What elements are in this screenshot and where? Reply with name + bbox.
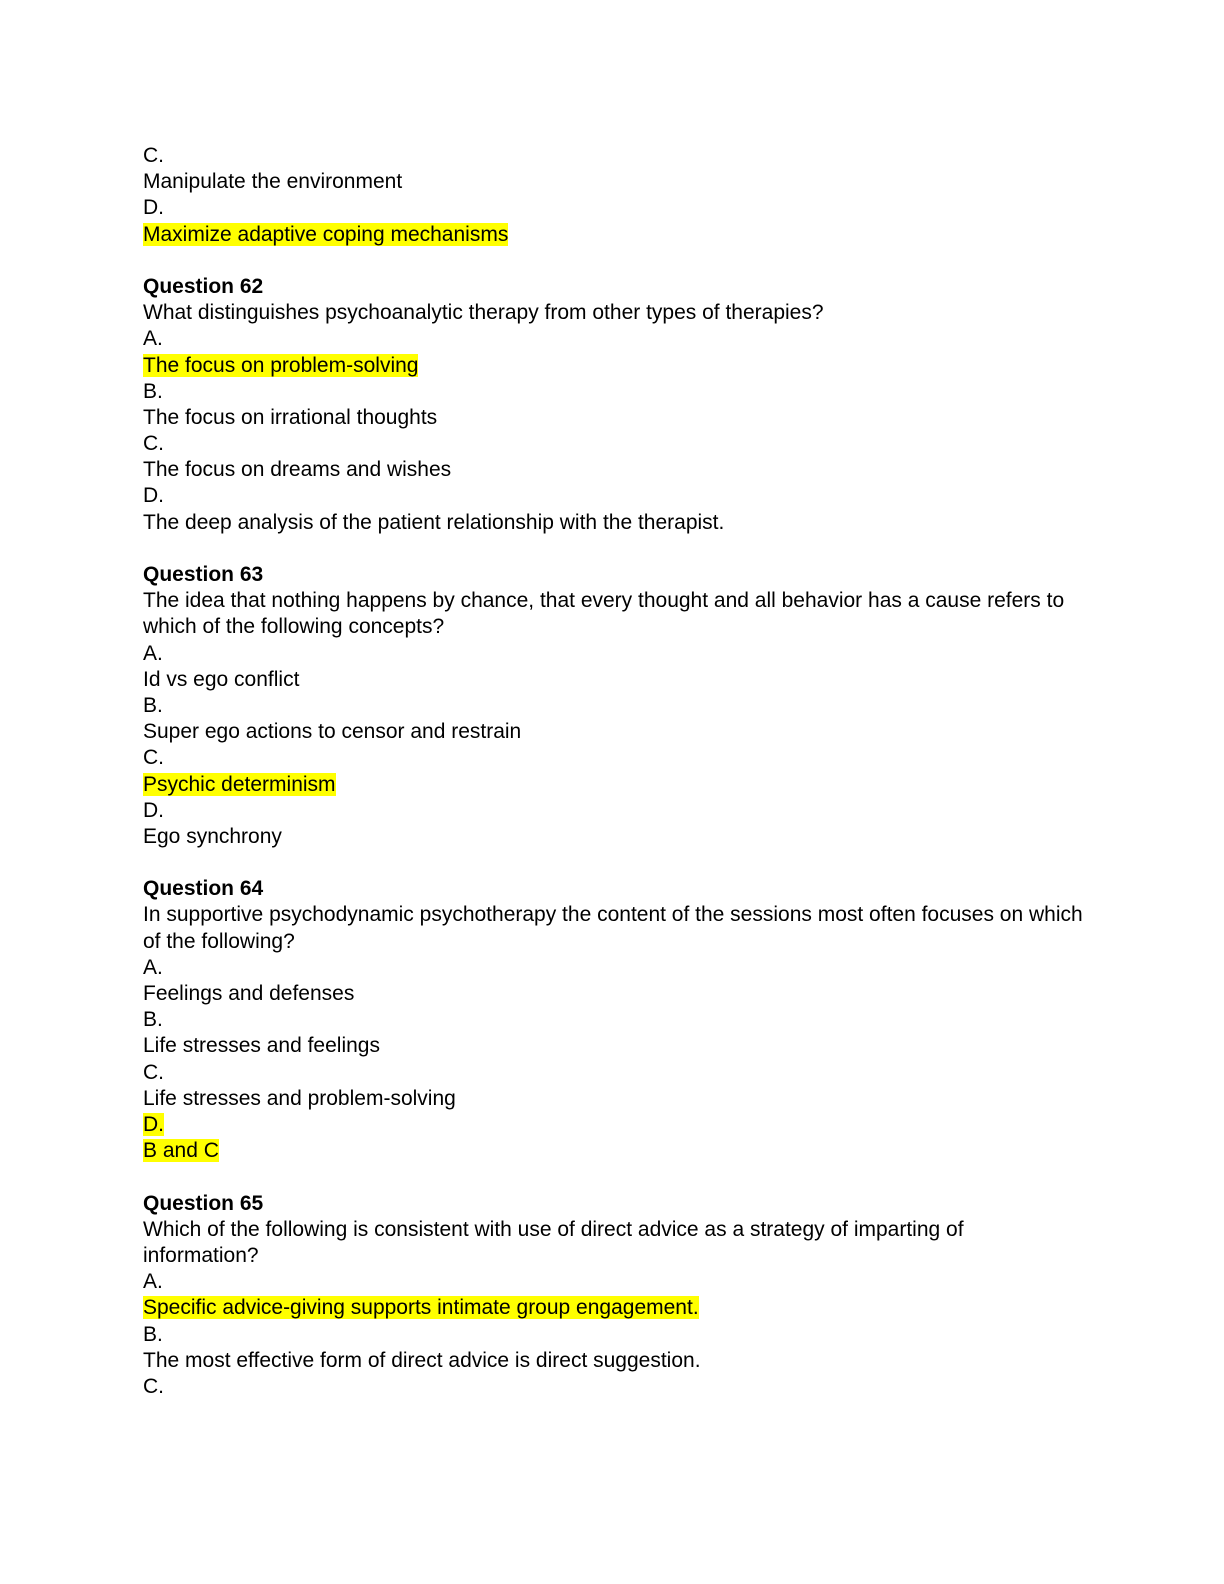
- option-text: Super ego actions to censor and restrain: [143, 720, 522, 744]
- question-62: [143, 274, 1083, 536]
- option-text: Life stresses and feelings: [143, 1034, 380, 1058]
- option-text-correct: [143, 1138, 1083, 1164]
- continued-options: [143, 143, 1083, 248]
- spacer: [143, 1164, 1083, 1190]
- question-64: [143, 876, 1083, 1164]
- option-letter: D.: [143, 484, 164, 508]
- option-letter: B.: [143, 1322, 163, 1346]
- option-text: Feelings and defenses: [143, 982, 355, 1006]
- question-title: Question 65: [143, 1191, 264, 1215]
- answer-highlight: The focus on problem-solving: [143, 353, 419, 377]
- answer-highlight: Psychic determinism: [143, 772, 336, 796]
- option-letter: A.: [143, 641, 163, 665]
- question-prompt: In supportive psychodynamic psychotherapy the content of the sessions most often focuses on which of the following?: [143, 903, 1083, 953]
- option-text: Ego synchrony: [143, 824, 282, 848]
- option-text: The focus on dreams and wishes: [143, 458, 452, 482]
- option-text: Id vs ego conflict: [143, 667, 300, 691]
- option-letter: D.: [143, 798, 164, 822]
- option-letter: D.: [143, 196, 164, 220]
- option-letter: C.: [143, 144, 164, 167]
- question-title: Question 64: [143, 877, 264, 901]
- question-prompt: The idea that nothing happens by chance, that every thought and all behavior has a cause refers to which of the following concepts?: [143, 589, 1065, 639]
- option-text: The most effective form of direct advice is direct suggestion.: [143, 1348, 701, 1372]
- option-letter: C.: [143, 1060, 164, 1084]
- option-letter: A.: [143, 327, 163, 351]
- option-letter: B.: [143, 379, 163, 403]
- spacer: [143, 536, 1083, 562]
- answer-highlight: B and C: [143, 1139, 219, 1163]
- question-title: Question 62: [143, 274, 264, 298]
- option-letter: C.: [143, 746, 164, 770]
- option-letter-correct: [143, 1112, 1083, 1138]
- option-letter: C.: [143, 1374, 164, 1398]
- option-letter: C.: [143, 432, 164, 456]
- question-65: [143, 1191, 1083, 1401]
- option-letter: A.: [143, 955, 163, 979]
- option-text: The deep analysis of the patient relationship with the therapist.: [143, 510, 725, 534]
- answer-highlight: Maximize adaptive coping mechanisms: [143, 222, 509, 246]
- option-text-correct: [143, 222, 1083, 248]
- option-text-correct: [143, 1295, 1083, 1321]
- question-title: Question 63: [143, 563, 264, 586]
- option-letter: A.: [143, 1270, 163, 1294]
- answer-highlight: Specific advice-giving supports intimate group engagement.: [143, 1296, 699, 1320]
- option-text: Life stresses and problem-solving: [143, 1086, 456, 1110]
- question-63: [143, 562, 1083, 850]
- option-letter: B.: [143, 693, 163, 717]
- option-letter: B.: [143, 1008, 163, 1032]
- option-text: The focus on irrational thoughts: [143, 405, 438, 429]
- question-prompt: What distinguishes psychoanalytic therapy from other types of therapies?: [143, 301, 824, 325]
- option-text: Manipulate the environment: [143, 170, 403, 194]
- document-content: [143, 143, 1083, 1400]
- spacer: [143, 850, 1083, 876]
- spacer: [143, 248, 1083, 274]
- option-text-correct: [143, 353, 1083, 379]
- question-prompt: Which of the following is consistent with use of direct advice as a strategy of imparting of information?: [143, 1217, 964, 1267]
- answer-highlight: D.: [143, 1113, 164, 1136]
- option-text-correct: [143, 772, 1083, 798]
